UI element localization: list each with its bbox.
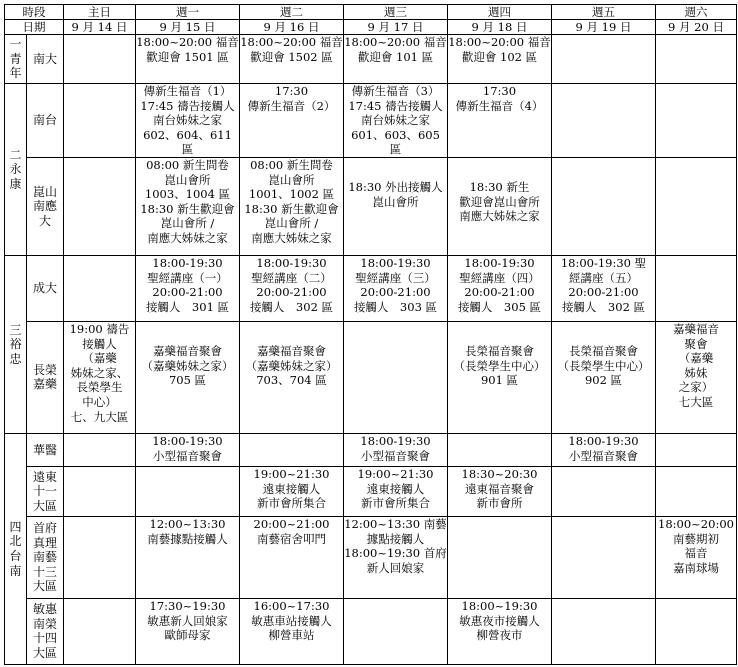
day-mon: 週一 xyxy=(136,5,240,20)
cell-huayi-thu xyxy=(448,433,552,466)
row-nanda xyxy=(5,35,737,84)
date-wed: 9 月 17 日 xyxy=(344,20,448,35)
header-date-row xyxy=(5,20,737,35)
cell-shoufu-tue: 20:00~21:00 南藝宿舍叩門 xyxy=(240,516,344,598)
cell-nanda-sat xyxy=(656,35,737,84)
cell-nanda-tue: 18:00~20:00 福音 歡迎會 1502 區 xyxy=(240,35,344,84)
row-minhui xyxy=(5,598,737,664)
cell-chengda-wed: 18:00-19:30 聖經講座（三） 20:00-21:00 接觸人 303 區 xyxy=(344,255,448,321)
cell-nanda-wed: 18:00~20:00 福音 歡迎會 101 區 xyxy=(344,35,448,84)
group-3-label: 三 裕 忠 xyxy=(5,255,27,433)
day-thu: 週四 xyxy=(448,5,552,20)
cell-changrong-mon: 嘉藥福音聚會 （嘉藥姊妹之家） 705 區 xyxy=(136,321,240,433)
group-4-label: 四 北 台 南 xyxy=(5,433,27,664)
campus-nantai: 南台 xyxy=(27,84,64,158)
cell-changrong-fri: 長榮福音聚會 （長榮學生中心） 902 區 xyxy=(552,321,656,433)
cell-shoufu-thu xyxy=(448,516,552,598)
cell-huayi-tue xyxy=(240,433,344,466)
cell-changrong-wed xyxy=(344,321,448,433)
campus-shoufu: 首府 真理 南藝 十三 大區 xyxy=(27,516,64,598)
cell-kunshan-tue: 08:00 新生問卷 崑山會所 1001、1002 區 18:30 新生歡迎會 崑山會所 / 南應大姊妹之家 xyxy=(240,157,344,255)
cell-minhui-tue: 16:00~17:30 敏惠車站接觸人 柳營車站 xyxy=(240,598,344,664)
cell-huayi-wed: 18:00-19:30 小型福音聚會 xyxy=(344,433,448,466)
cell-chengda-sat xyxy=(656,255,737,321)
row-changrong xyxy=(5,321,737,433)
row-kunshan xyxy=(5,157,737,255)
cell-nanda-sun xyxy=(64,35,136,84)
row-huayi xyxy=(5,433,737,466)
row-nantai xyxy=(5,84,737,158)
row-chengda xyxy=(5,255,737,321)
campus-yuandong: 遠東 十一 大區 xyxy=(27,466,64,516)
cell-minhui-sun xyxy=(64,598,136,664)
cell-minhui-wed xyxy=(344,598,448,664)
header-day-row xyxy=(5,5,737,20)
cell-chengda-thu: 18:00-19:30 聖經講座（四） 20:00-21:00 接觸人 305 區 xyxy=(448,255,552,321)
cell-shoufu-sat: 18:00~20:00 南藝期初 福音 嘉南球場 xyxy=(656,516,737,598)
cell-nanda-thu: 18:00~20:00 福音 歡迎會 102 區 xyxy=(448,35,552,84)
date-tue: 9 月 16 日 xyxy=(240,20,344,35)
schedule-table xyxy=(4,4,737,665)
cell-yuandong-thu: 18:30~20:30 遠東福音聚會 新市會所 xyxy=(448,466,552,516)
cell-huayi-sun xyxy=(64,433,136,466)
cell-huayi-mon: 18:00-19:30 小型福音聚會 xyxy=(136,433,240,466)
cell-chengda-tue: 18:00-19:30 聖經講座（二） 20:00-21:00 接觸人 302 區 xyxy=(240,255,344,321)
campus-nanda: 南大 xyxy=(27,35,64,84)
date-label: 日期 xyxy=(5,20,64,35)
cell-minhui-mon: 17:30~19:30 敏惠新人回娘家 歐師母家 xyxy=(136,598,240,664)
cell-nantai-thu: 17:30 傳新生福音（4） xyxy=(448,84,552,158)
cell-nantai-fri xyxy=(552,84,656,158)
cell-minhui-sat xyxy=(656,598,737,664)
day-fri: 週五 xyxy=(552,5,656,20)
cell-chengda-mon: 18:00-19:30 聖經講座（一） 20:00-21:00 接觸人 301 區 xyxy=(136,255,240,321)
cell-kunshan-fri xyxy=(552,157,656,255)
cell-nantai-tue: 17:30 傳新生福音（2） xyxy=(240,84,344,158)
cell-yuandong-sat xyxy=(656,466,737,516)
cell-shoufu-wed: 12:00~13:30 南藝 據點接觸人 18:00~19:30 首府 新人回娘家 xyxy=(344,516,448,598)
cell-kunshan-sat xyxy=(656,157,737,255)
day-sun: 主日 xyxy=(64,5,136,20)
campus-chengda: 成大 xyxy=(27,255,64,321)
cell-yuandong-tue: 19:00~21:30 遠東接觸人 新市會所集合 xyxy=(240,466,344,516)
cell-yuandong-fri xyxy=(552,466,656,516)
cell-kunshan-wed: 18:30 外出接觸人 崑山會所 xyxy=(344,157,448,255)
cell-nantai-sun xyxy=(64,84,136,158)
cell-shoufu-fri xyxy=(552,516,656,598)
group-1-label: 一 青 年 xyxy=(5,35,27,84)
cell-shoufu-sun xyxy=(64,516,136,598)
day-tue: 週二 xyxy=(240,5,344,20)
cell-kunshan-mon: 08:00 新生問卷 崑山會所 1003、1004 區 18:30 新生歡迎會 崑山會所 / 南應大姊妹之家 xyxy=(136,157,240,255)
day-wed: 週三 xyxy=(344,5,448,20)
cell-changrong-tue: 嘉藥福音聚會 （嘉藥姊妹之家） 703、704 區 xyxy=(240,321,344,433)
group-2-label: 二 永 康 xyxy=(5,84,27,256)
date-fri: 9 月 19 日 xyxy=(552,20,656,35)
cell-kunshan-thu: 18:30 新生 歡迎會崑山會所 南應大姊妹之家 xyxy=(448,157,552,255)
date-sun: 9 月 14 日 xyxy=(64,20,136,35)
cell-minhui-thu: 18:00~19:30 敏惠夜市接觸人 柳營夜市 xyxy=(448,598,552,664)
cell-yuandong-wed: 19:00~21:30 遠東接觸人 新市會所集合 xyxy=(344,466,448,516)
cell-changrong-sun: 19:00 禱告 接觸人 （嘉藥 姊妹之家、 長榮學生 中心） 七、九大區 xyxy=(64,321,136,433)
cell-chengda-sun xyxy=(64,255,136,321)
cell-nantai-mon: 傳新生福音（1） 17:45 禱告接觸人 南台姊妹之家 602、604、611 區 xyxy=(136,84,240,158)
cell-nanda-mon: 18:00~20:00 福音 歡迎會 1501 區 xyxy=(136,35,240,84)
cell-changrong-sat: 嘉藥福音 聚會 （嘉藥 姊妹 之家） 七大區 xyxy=(656,321,737,433)
cell-huayi-sat xyxy=(656,433,737,466)
campus-changrong: 長榮 嘉藥 xyxy=(27,321,64,433)
cell-minhui-fri xyxy=(552,598,656,664)
cell-nanda-fri xyxy=(552,35,656,84)
row-yuandong xyxy=(5,466,737,516)
period-label: 時段 xyxy=(5,5,64,20)
row-shoufu xyxy=(5,516,737,598)
date-thu: 9 月 18 日 xyxy=(448,20,552,35)
cell-yuandong-mon xyxy=(136,466,240,516)
cell-nantai-wed: 傳新生福音（3） 17:45 禱告接觸人 南台姊妹之家 601、603、605 區 xyxy=(344,84,448,158)
day-sat: 週六 xyxy=(656,5,737,20)
cell-chengda-fri: 18:00-19:30 聖 經講座（五） 20:00-21:00 接觸人 302 區 xyxy=(552,255,656,321)
cell-nantai-sat xyxy=(656,84,737,158)
campus-minhui: 敏惠 南榮 十四 大區 xyxy=(27,598,64,664)
cell-changrong-thu: 長榮福音聚會 （長榮學生中心） 901 區 xyxy=(448,321,552,433)
date-mon: 9 月 15 日 xyxy=(136,20,240,35)
campus-huayi: 華醫 xyxy=(27,433,64,466)
cell-kunshan-sun xyxy=(64,157,136,255)
cell-huayi-fri: 18:00-19:30 小型福音聚會 xyxy=(552,433,656,466)
cell-shoufu-mon: 12:00~13:30 南藝據點接觸人 xyxy=(136,516,240,598)
cell-yuandong-sun xyxy=(64,466,136,516)
campus-kunshan: 崑山 南應 大 xyxy=(27,157,64,255)
date-sat: 9 月 20 日 xyxy=(656,20,737,35)
